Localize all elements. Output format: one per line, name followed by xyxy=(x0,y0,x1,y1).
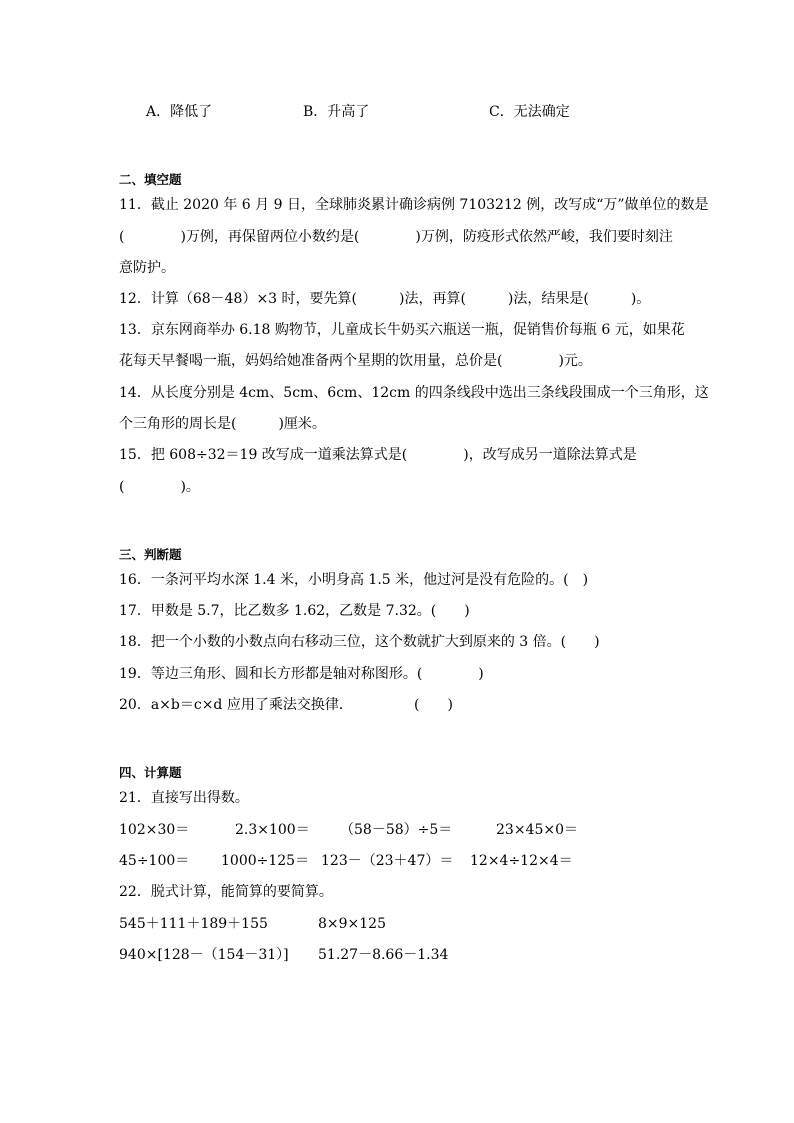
option-c: C．无法确定 xyxy=(489,104,570,120)
question-18: 18．把一个小数的小数点向右移动三位，这个数就扩大到原来的 3 倍。( ) xyxy=(119,634,600,650)
question-11-line-1: 11．截止 2020 年 6 月 9 日，全球肺炎累计确诊病例 7103212 例，改写成“万”做单位的数是 xyxy=(119,197,709,213)
calc-item: 545＋111＋189＋155 xyxy=(119,916,268,932)
question-20: 20．a×b＝c×d 应用了乘法交换律． xyxy=(119,697,353,713)
calc-item: 102×30＝ xyxy=(119,822,190,838)
question-17: 17．甲数是 5.7，比乙数多 1.62，乙数是 7.32。( ) xyxy=(119,603,470,619)
option-a: A．降低了 xyxy=(146,104,213,120)
question-22: 22．脱式计算，能简算的要简算。 xyxy=(119,884,333,900)
calc-item: 1000÷125＝ xyxy=(221,853,310,869)
question-15-line-2: ( )。 xyxy=(119,479,200,495)
question-16: 16．一条河平均水深 1.4 米，小明身高 1.5 米，他过河是没有危险的。( ) xyxy=(119,572,589,588)
question-21: 21．直接写出得数。 xyxy=(119,790,249,806)
calc-item: 51.27－8.66－1.34 xyxy=(318,947,449,963)
calc-item: 23×45×0＝ xyxy=(496,822,578,838)
question-14-line-2: 个三角形的周长是( )厘米。 xyxy=(119,416,326,432)
question-12: 12．计算（68－48）×3 时，要先算( )法，再算( )法，结果是( )。 xyxy=(119,291,651,307)
question-11-line-2: ( )万例，再保留两位小数约是( )万例，防疫形式依然严峻，我们要时刻注 xyxy=(119,229,673,245)
question-15-line-1: 15．把 608÷32＝19 改写成一道乘法算式是( )，改写成另一道除法算式是 xyxy=(119,447,637,463)
section-2-title: 二、填空题 xyxy=(119,172,182,187)
question-20-answer-blank: ( ) xyxy=(414,697,453,713)
section-4-title: 四、计算题 xyxy=(119,765,182,780)
calc-item: 123－（23＋47）＝ xyxy=(321,853,454,869)
section-3-title: 三、判断题 xyxy=(119,547,182,562)
question-13-line-2: 花每天早餐喝一瓶，妈妈给她准备两个星期的饮用量，总价是( )元。 xyxy=(119,353,592,369)
calc-item: 45÷100＝ xyxy=(119,853,190,869)
calc-item: 8×9×125 xyxy=(318,916,386,932)
calc-item: 940×[128－（154－31）] xyxy=(119,947,289,963)
question-14-line-1: 14．从长度分别是 4cm、5cm、6cm、12cm 的四条线段中选出三条线段围成一个三角形，这 xyxy=(119,385,709,401)
calc-item: 2.3×100＝ xyxy=(235,822,310,838)
question-13-line-1: 13．京东网商举办 6.18 购物节，儿童成长牛奶买六瓶送一瓶，促销售价每瓶 6 元，如果花 xyxy=(119,322,685,338)
calc-item: 12×4÷12×4＝ xyxy=(470,853,573,869)
option-b: B．升高了 xyxy=(303,104,370,120)
question-19: 19．等边三角形、圆和长方形都是轴对称图形。( ) xyxy=(119,666,484,682)
question-11-line-3: 意防护。 xyxy=(119,260,175,276)
calc-item: （58－58）÷5＝ xyxy=(340,822,453,838)
